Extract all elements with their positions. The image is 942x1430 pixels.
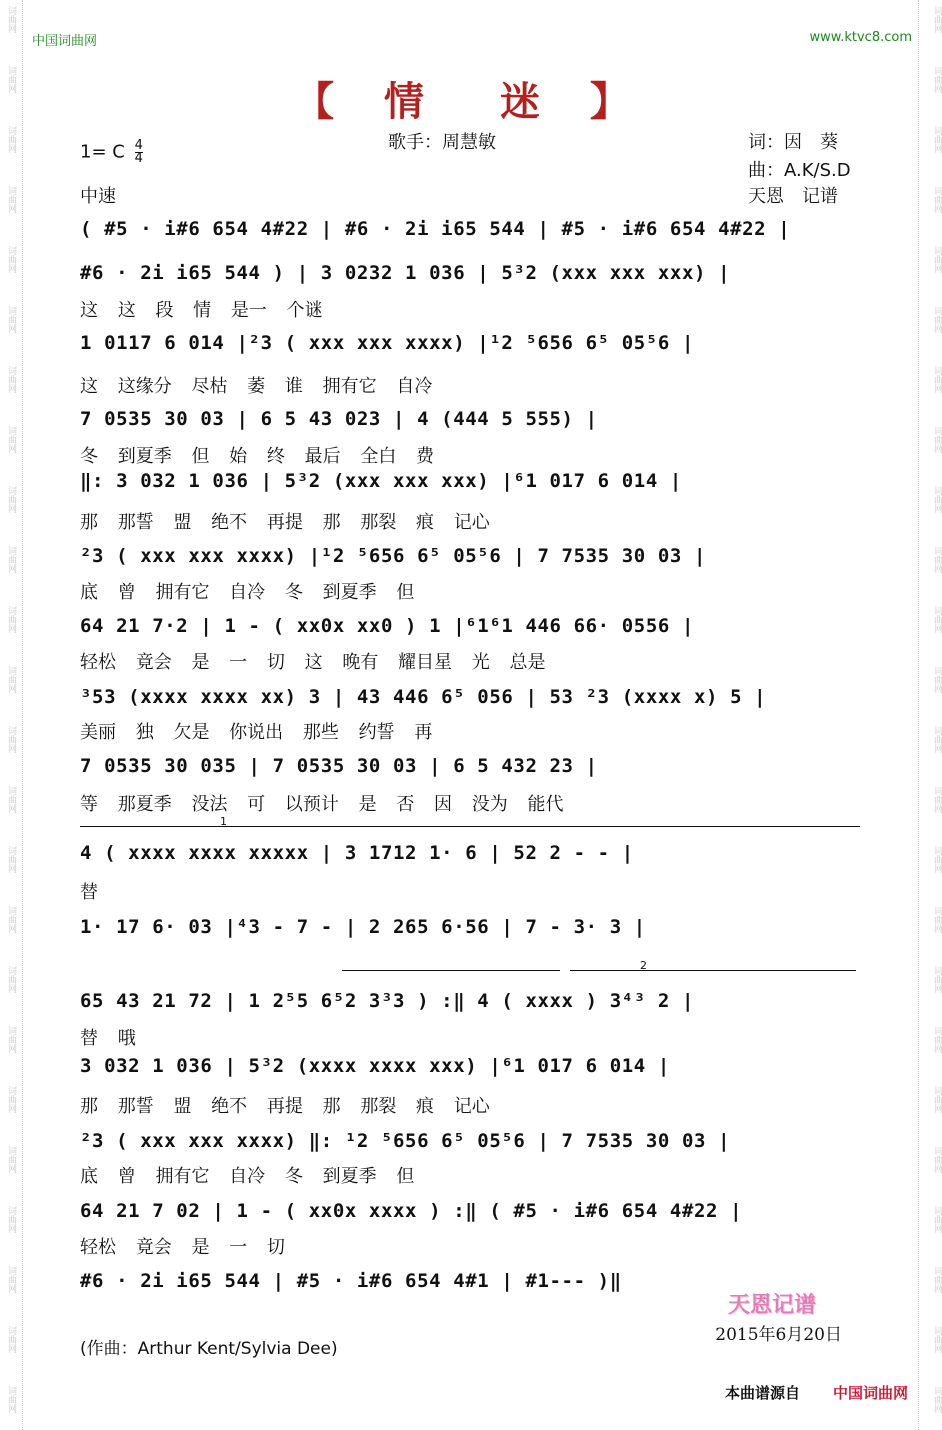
edge-watermark-text: 词曲网 — [6, 366, 16, 393]
second-ending-number: 2 — [640, 959, 647, 972]
edge-watermark-text: 词曲网 — [6, 1026, 16, 1053]
edge-watermark-text: 词曲网 — [932, 306, 942, 333]
edge-watermark-text: 词曲网 — [932, 786, 942, 813]
lyric-line: 替 哦 — [80, 1028, 136, 1049]
edge-watermark-text: 词曲网 — [6, 246, 16, 273]
left-guide-line — [22, 0, 23, 1430]
key-signature — [80, 140, 143, 165]
notation-line: 1 0117 6 014 |²3 ( xxx xxx xxxx) |¹2 ⁵656 6⁵ 05⁵6 | — [80, 332, 694, 354]
edge-watermark-text: 词曲网 — [6, 66, 16, 93]
edge-watermark-text: 词曲网 — [6, 1386, 16, 1413]
edge-watermark-text: 词曲网 — [6, 486, 16, 513]
key-label: 1= C — [80, 141, 125, 163]
edge-watermark-text: 词曲网 — [932, 186, 942, 213]
edge-watermark-text: 词曲网 — [932, 1266, 942, 1293]
tempo-marking: 中速 — [80, 186, 116, 207]
edge-watermark-text: 词曲网 — [6, 546, 16, 573]
edge-watermark-text: 词曲网 — [932, 966, 942, 993]
edge-watermark-text: 词曲网 — [932, 726, 942, 753]
composer-note: (作曲：Arthur Kent/Sylvia Dee) — [80, 1339, 338, 1359]
transcription-date: 2015年6月20日 — [715, 1325, 842, 1345]
notation-line: ( #5 · i#6 654 4#22 | #6 · 2i i65 544 | #5 · i#6 654 4#22 | — [80, 218, 791, 240]
lyric-line: 轻松 竟会 是 一 切 — [80, 1237, 285, 1258]
singer: 歌手：周慧敏 — [388, 132, 496, 153]
notation-line: ²3 ( xxx xxx xxxx) ‖: ¹2 ⁵656 6⁵ 05⁵6 | 7 7535 30 03 | — [80, 1130, 731, 1152]
song-title: 【 情 迷 】 — [294, 78, 648, 125]
notation-line: 7 0535 30 03 | 6 5 43 023 | 4 (444 5 555) | — [80, 408, 598, 430]
edge-watermark-text: 词曲网 — [932, 846, 942, 873]
edge-watermark-text: 词曲网 — [932, 606, 942, 633]
notation-line: 7 0535 30 035 | 7 0535 30 03 | 6 5 432 23 | — [80, 755, 598, 777]
source-site-link[interactable]: 中国词曲网 — [832, 1384, 908, 1402]
first-ending-bracket-2 — [342, 970, 560, 971]
time-numerator: 4 — [134, 138, 143, 153]
edge-watermark-text: 词曲网 — [6, 1086, 16, 1113]
lyric-line: 那 那誓 盟 绝不 再提 那 那裂 痕 记心 — [80, 512, 490, 533]
edge-watermark-text: 词曲网 — [932, 1026, 942, 1053]
lyric-line: 底 曾 拥有它 自冷 冬 到夏季 但 — [80, 1166, 415, 1187]
edge-watermark-text: 词曲网 — [932, 1206, 942, 1233]
first-ending-bracket — [80, 815, 860, 828]
notation-line: ‖: 3 032 1 036 | 5³2 (xxx xxx xxx) |⁶1 017 6 014 | — [80, 470, 682, 492]
edge-watermark-text: 词曲网 — [932, 906, 942, 933]
source-label: 本曲谱源自 — [724, 1384, 800, 1402]
right-watermark-column — [926, 0, 942, 1430]
lyric-line: 这 这缘分 尽枯 萎 谁 拥有它 自冷 — [80, 376, 433, 397]
notation-line: #6 · 2i i65 544 ) | 3 0232 1 036 | 5³2 (xxx xxx xxx) | — [80, 262, 731, 284]
lyric-line: 替 — [80, 882, 98, 903]
edge-watermark-text: 词曲网 — [6, 1206, 16, 1233]
edge-watermark-text: 词曲网 — [6, 966, 16, 993]
edge-watermark-text: 词曲网 — [932, 1146, 942, 1173]
edge-watermark-text: 词曲网 — [6, 1266, 16, 1293]
edge-watermark-text: 词曲网 — [932, 1326, 942, 1353]
edge-watermark-text: 词曲网 — [932, 366, 942, 393]
edge-watermark-text: 词曲网 — [6, 426, 16, 453]
edge-watermark-text: 词曲网 — [932, 546, 942, 573]
right-guide-line — [918, 0, 919, 1430]
site-name-left[interactable]: 中国词曲网 — [32, 34, 98, 49]
edge-watermark-text: 词曲网 — [932, 246, 942, 273]
edge-watermark-text: 词曲网 — [932, 426, 942, 453]
edge-watermark-text: 词曲网 — [6, 846, 16, 873]
site-url-right[interactable]: www.ktvc8.com — [809, 30, 912, 45]
edge-watermark-text: 词曲网 — [6, 726, 16, 753]
composer-credit: 曲：A.K/S.D — [748, 160, 851, 181]
lyric-line: 美丽 独 欠是 你说出 那些 约誓 再 — [80, 722, 433, 743]
lyric-line: 等 那夏季 没法 可 以预计 是 否 因 没为 能代 — [80, 794, 564, 815]
lyric-line: 底 曾 拥有它 自冷 冬 到夏季 但 — [80, 582, 415, 603]
notation-line: ³53 (xxxx xxxx xx) 3 | 43 446 6⁵ 056 | 53 ²3 (xxxx x) 5 | — [80, 686, 767, 708]
time-denominator: 4 — [134, 151, 143, 166]
first-ending-number: 1 — [220, 815, 227, 828]
lyricist: 词：因 葵 — [748, 132, 838, 153]
edge-watermark-text: 词曲网 — [932, 126, 942, 153]
edge-watermark-text: 词曲网 — [6, 126, 16, 153]
edge-watermark-text: 词曲网 — [932, 6, 942, 33]
edge-watermark-text: 词曲网 — [6, 606, 16, 633]
notation-line: 64 21 7 02 | 1 - ( xx0x xxxx ) :‖ ( #5 · i#6 654 4#22 | — [80, 1200, 743, 1222]
edge-watermark-text: 词曲网 — [6, 786, 16, 813]
left-watermark-column — [0, 0, 16, 1430]
notation-line: 65 43 21 72 | 1 2⁵5 6⁵2 3³3 ) :‖ 4 ( xxxx ) 3⁴³ 2 | — [80, 990, 694, 1012]
notation-line: 64 21 7·2 | 1 - ( xx0x xx0 ) 1 |⁶1⁶1 446 66· 0556 | — [80, 615, 694, 637]
notation-line: ²3 ( xxx xxx xxxx) |¹2 ⁵656 6⁵ 05⁵6 | 7 7535 30 03 | — [80, 545, 707, 567]
edge-watermark-text: 词曲网 — [932, 486, 942, 513]
notation-line: 3 032 1 036 | 5³2 (xxxx xxxx xxx) |⁶1 017 6 014 | — [80, 1055, 670, 1077]
edge-watermark-text: 词曲网 — [6, 666, 16, 693]
transcriber: 天恩 记谱 — [748, 186, 838, 207]
edge-watermark-text: 词曲网 — [6, 6, 16, 33]
edge-watermark-text: 词曲网 — [6, 1146, 16, 1173]
edge-watermark-text: 词曲网 — [6, 1326, 16, 1353]
lyric-line: 冬 到夏季 但 始 终 最后 全白 费 — [80, 446, 435, 467]
edge-watermark-text: 词曲网 — [932, 666, 942, 693]
edge-watermark-text: 词曲网 — [932, 1086, 942, 1113]
notation-line: 4 ( xxxx xxxx xxxxx | 3 1712 1· 6 | 52 2 - - | — [80, 842, 634, 864]
edge-watermark-text: 词曲网 — [932, 1386, 942, 1413]
lyric-line: 那 那誓 盟 绝不 再提 那 那裂 痕 记心 — [80, 1096, 490, 1117]
lyric-line: 轻松 竟会 是 一 切 这 晚有 耀目星 光 总是 — [80, 652, 546, 673]
notation-line: 1· 17 6· 03 |⁴3 - 7 - | 2 265 6·56 | 7 - 3· 3 | — [80, 916, 646, 938]
edge-watermark-text: 词曲网 — [932, 66, 942, 93]
lyric-line: 这 这 段 情 是一 个谜 — [80, 300, 323, 321]
time-signature — [135, 140, 143, 165]
second-ending-bracket — [570, 959, 856, 972]
edge-watermark-text: 词曲网 — [6, 186, 16, 213]
transcriber-stamp: 天恩记谱 — [727, 1292, 816, 1318]
notation-line: #6 · 2i i65 544 | #5 · i#6 654 4#1 | #1--- )‖ — [80, 1270, 622, 1292]
edge-watermark-text: 词曲网 — [6, 906, 16, 933]
edge-watermark-text: 词曲网 — [6, 306, 16, 333]
